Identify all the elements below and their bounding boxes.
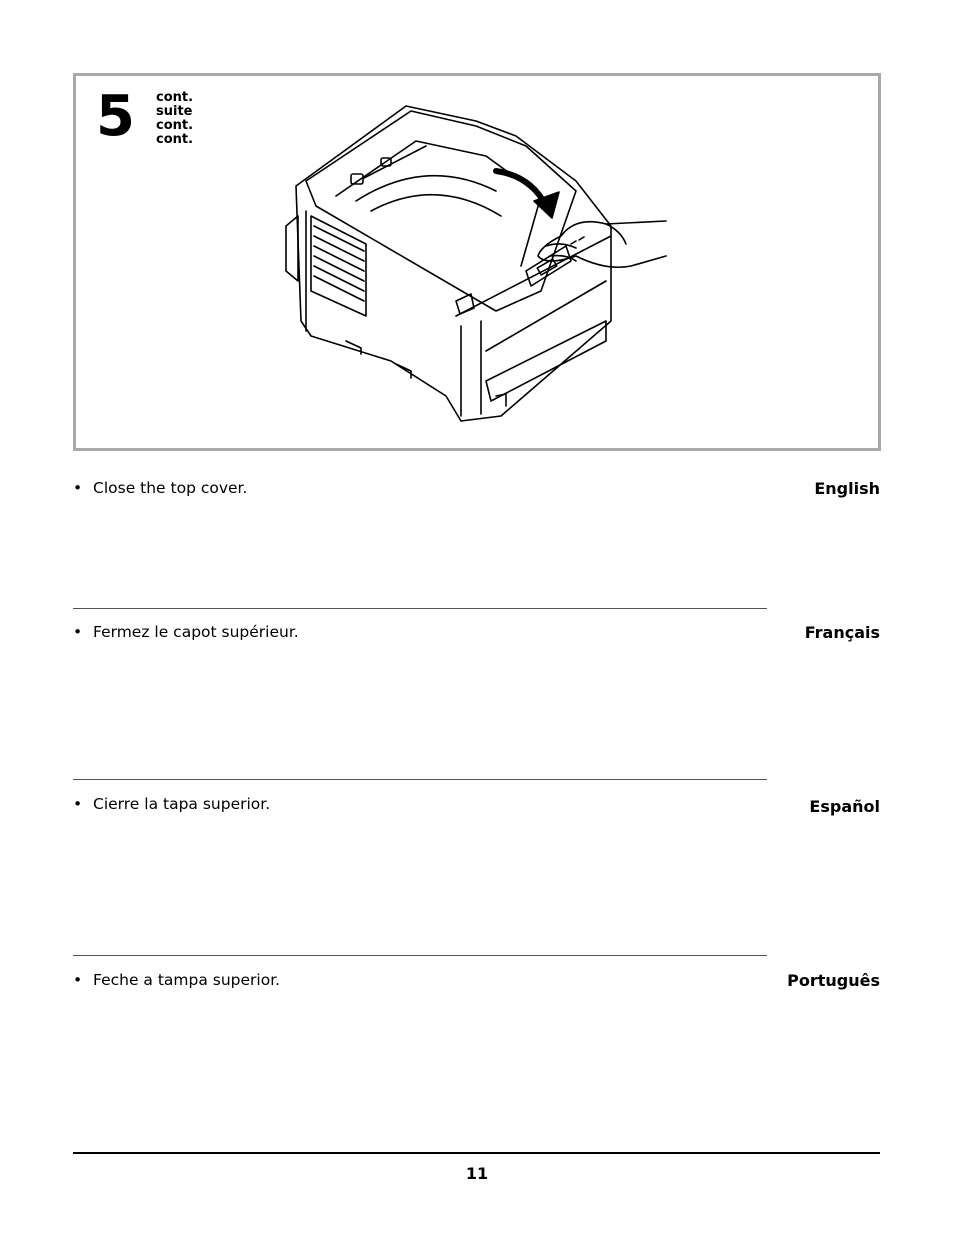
language-label: Português — [787, 971, 880, 990]
continued-label-pt: cont. — [156, 132, 194, 147]
continued-label-fr: suite — [156, 104, 193, 119]
language-label: Español — [809, 797, 880, 816]
page-number: 11 — [465, 1164, 489, 1183]
step-figure-box — [73, 73, 881, 451]
instruction-text: • Cierre la tapa superior. — [73, 795, 271, 813]
continued-label-es: cont. — [156, 118, 194, 133]
section-divider — [73, 608, 767, 609]
continued-labels — [156, 91, 193, 147]
instruction-text: • Fermez le capot supérieur. — [73, 623, 299, 641]
section-divider — [73, 955, 767, 956]
instruction-text: • Feche a tampa superior. — [73, 971, 281, 989]
printer-closing-top-cover-illustration — [276, 96, 676, 426]
section-divider — [73, 779, 767, 780]
instruction-text: • Close the top cover. — [73, 479, 248, 497]
language-label: Français — [804, 623, 880, 642]
footer-divider — [73, 1152, 880, 1154]
language-label: English — [814, 479, 880, 498]
continued-label-en: cont. — [156, 90, 194, 105]
step-number: 5 — [96, 84, 135, 149]
